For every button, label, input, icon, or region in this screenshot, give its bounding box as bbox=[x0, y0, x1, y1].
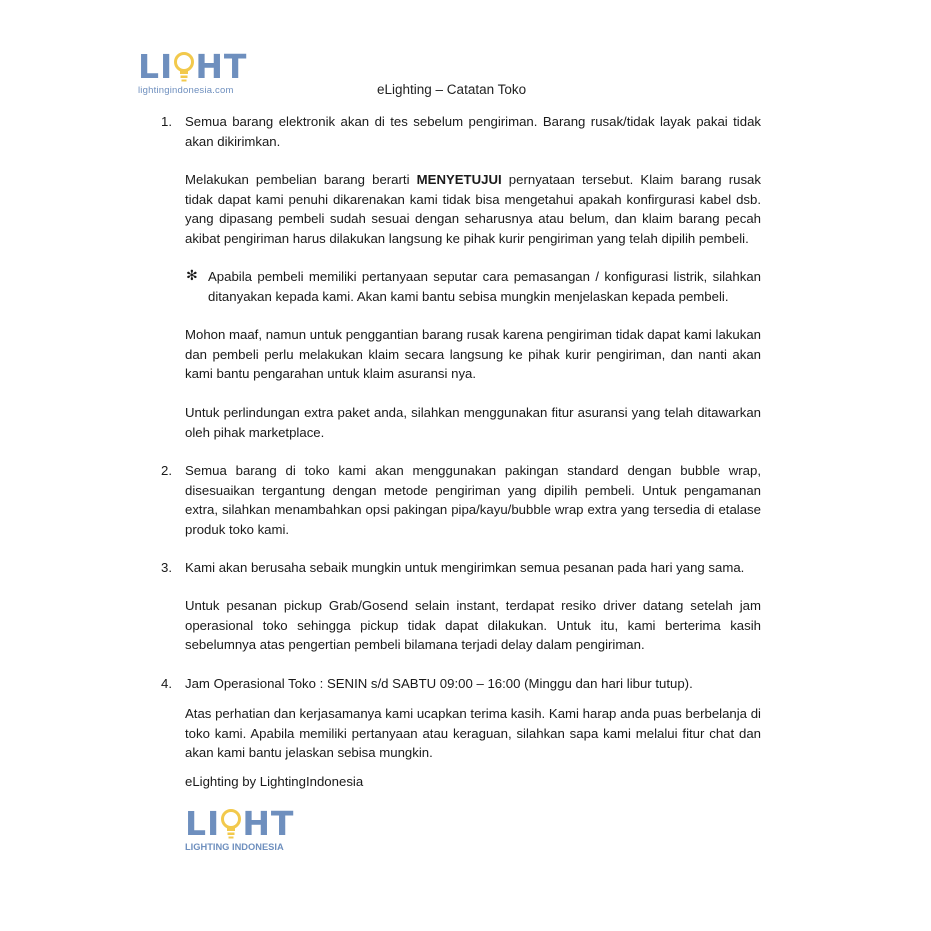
lightbulb-icon bbox=[220, 807, 242, 841]
logo-subtitle: LIGHTING INDONESIA bbox=[185, 842, 284, 852]
agreement-keyword: MENYETUJUI bbox=[416, 172, 502, 187]
logo-word-right: HT bbox=[242, 804, 295, 843]
replacement-paragraph: Mohon maaf, namun untuk penggantian barang rusak karena pengiriman tidak dapat kami lakukan dan pembeli perlu melakukan klaim secara langsung ke pihak kurir pengiriman, dan nanti akan kami bantu pengarahan untuk klaim asuransi nya. bbox=[185, 327, 761, 382]
item-number: 4. bbox=[161, 676, 172, 691]
asterisk-bullet-icon: ✻ bbox=[186, 267, 198, 283]
agreement-paragraph: Melakukan pembelian barang berarti MENYETUJUI pernyataan tersebut. Klaim barang rusak tidak dapat kami penuhi dikarenakan kami tidak bisa mengetahui apakah konfirgurasi kabel dsb. yang dipasang pembeli sudah sesuai dengan seharusnya atau belum, dan klaim barang pecah akibat pengiriman harus dilakukan langsung ke pihak kurir pengiriman yang telah dipilih pembeli. bbox=[185, 172, 761, 246]
logo-word-left: LI bbox=[138, 47, 174, 86]
document-title: eLighting – Catatan Toko bbox=[377, 82, 527, 97]
lightbulb-icon bbox=[173, 50, 195, 84]
item-number: 3. bbox=[161, 560, 172, 575]
item-text: Semua barang di toko kami akan menggunakan pakingan standard dengan bubble wrap, disesuaikan tergantung dengan metode pengiriman yang dipilih pembeli. Untuk pengamanan extra, silahkan menambahkan opsi pakingan pipa/kayu/bubble wrap extra yang tersedia di etalase produk toko kami. bbox=[185, 463, 761, 537]
item-number: 2. bbox=[161, 463, 172, 478]
logo-wordmark bbox=[138, 47, 248, 86]
item-text: Semua barang elektronik akan di tes sebelum pengiriman. Barang rusak/tidak layak pakai tidak akan dikirimkan. bbox=[185, 114, 761, 149]
item-text: Jam Operasional Toko : SENIN s/d SABTU 09:00 – 16:00 (Minggu dan hari libur tutup). bbox=[185, 676, 693, 691]
closing-paragraph: Atas perhatian dan kerjasamanya kami ucapkan terima kasih. Kami harap anda puas berbelanja di toko kami. Apabila memiliki pertanyaan atau keraguan, silahkan sapa kami melalui fitur chat dan akan kami bantu jelaskan sebisa mungkin. bbox=[185, 706, 761, 761]
logo-word-right: HT bbox=[195, 47, 248, 86]
logo-wordmark bbox=[185, 804, 295, 843]
signature: eLighting by LightingIndonesia bbox=[185, 774, 364, 789]
item-number: 1. bbox=[161, 114, 172, 129]
bullet-text: Apabila pembeli memiliki pertanyaan seputar cara pemasangan / konfigurasi listrik, silahkan ditanyakan kepada kami. Akan kami bantu sebisa mungkin menjelaskan kepada pembeli. bbox=[208, 269, 761, 304]
insurance-paragraph: Untuk perlindungan extra paket anda, silahkan menggunakan fitur asuransi yang telah ditawarkan oleh pihak marketplace. bbox=[185, 405, 761, 440]
pickup-paragraph: Untuk pesanan pickup Grab/Gosend selain instant, terdapat resiko driver datang setelah jam operasional toko sehingga pickup tidak dapat dilakukan. Untuk itu, kami berterima kasih sebelumnya atas pengertian pembeli bilamana terjadi delay dalam pengiriman. bbox=[185, 598, 761, 653]
item-text: Kami akan berusaha sebaik mungkin untuk mengirimkan semua pesanan pada hari yang sama. bbox=[185, 560, 745, 575]
logo-word-left: LI bbox=[185, 804, 221, 843]
logo-subtitle: lightingindonesia.com bbox=[138, 85, 234, 96]
logo-bottom bbox=[185, 804, 295, 855]
logo-top bbox=[138, 47, 248, 98]
